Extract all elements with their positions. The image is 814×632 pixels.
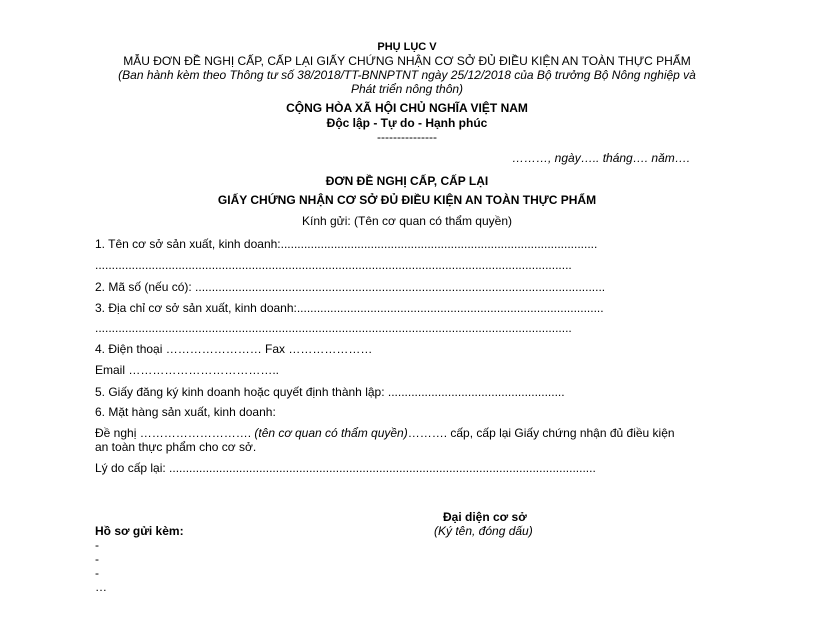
document-subtitle: GIẤY CHỨNG NHẬN CƠ SỞ ĐỦ ĐIỀU KIỆN AN TOÀN THỰC PHẨM <box>217 193 597 207</box>
field-email: Email ……………………………….. <box>95 363 280 377</box>
nation-heading: CỘNG HÒA XÃ HỘI CHỦ NGHĨA VIỆT NAM <box>286 101 528 115</box>
field-products: 6. Mặt hàng sản xuất, kinh doanh: <box>95 405 276 419</box>
recipient-line: Kính gửi: (Tên cơ quan có thẩm quyền) <box>301 214 512 228</box>
attachment-item: - <box>95 566 99 580</box>
attachment-item: … <box>95 580 107 594</box>
date-line: ………, ngày….. tháng…. năm…. <box>512 151 691 165</box>
attachments-label: Hồ sơ gửi kèm: <box>95 524 184 538</box>
issued-note-line1: (Ban hành kèm theo Thông tư số 38/2018/TT-BNNPTNT ngày 25/12/2018 của Bộ trưởng Bộ Nông nghiệp và <box>118 68 696 82</box>
sign-note: (Ký tên, đóng dấu) <box>434 524 533 538</box>
field-business-license: 5. Giấy đăng ký kinh doanh hoặc quyết định thành lập: ..................................................... <box>95 385 565 399</box>
field-address-continued: ............................................................................................................................................... <box>95 321 572 335</box>
appendix-label: PHỤ LỤC V <box>377 41 437 53</box>
field-phone-fax: 4. Điện thoại …………………… Fax ………………… <box>95 342 373 356</box>
request-start: Đề nghị ………………………. <box>95 426 252 440</box>
field-address: 3. Địa chỉ cơ sở sản xuất, kinh doanh:............................................................................................ <box>95 301 604 315</box>
request-paragraph-line2: an toàn thực phẩm cho cơ sở. <box>95 440 257 454</box>
attachment-item: - <box>95 538 99 552</box>
form-title: MẪU ĐƠN ĐỀ NGHỊ CẤP, CẤP LẠI GIẤY CHỨNG NHẬN CƠ SỞ ĐỦ ĐIỀU KIỆN AN TOÀN THỰC PHẨM <box>123 54 691 68</box>
field-business-name: 1. Tên cơ sở sản xuất, kinh doanh:............................................................................................... <box>95 237 598 251</box>
field-code: 2. Mã số (nếu có): ........................................................................................................................... <box>95 280 606 294</box>
field-reason: Lý do cấp lại: ................................................................................................................................ <box>95 461 596 475</box>
motto: Độc lập - Tự do - Hạnh phúc <box>326 116 488 130</box>
request-end: ………. cấp, cấp lại Giấy chứng nhận đủ điều kiện <box>407 426 675 440</box>
field-business-name-continued: ............................................................................................................................................... <box>95 258 572 272</box>
divider: --------------- <box>377 130 437 144</box>
attachment-item: - <box>95 552 99 566</box>
request-agency-placeholder: (tên cơ quan có thẩm quyền) <box>254 426 408 440</box>
issued-note-line2: Phát triển nông thôn) <box>350 82 464 96</box>
document-title: ĐƠN ĐỀ NGHỊ CẤP, CẤP LẠI <box>325 174 489 188</box>
request-paragraph <box>95 426 675 440</box>
representative-label: Đại diện cơ sở <box>443 510 527 524</box>
